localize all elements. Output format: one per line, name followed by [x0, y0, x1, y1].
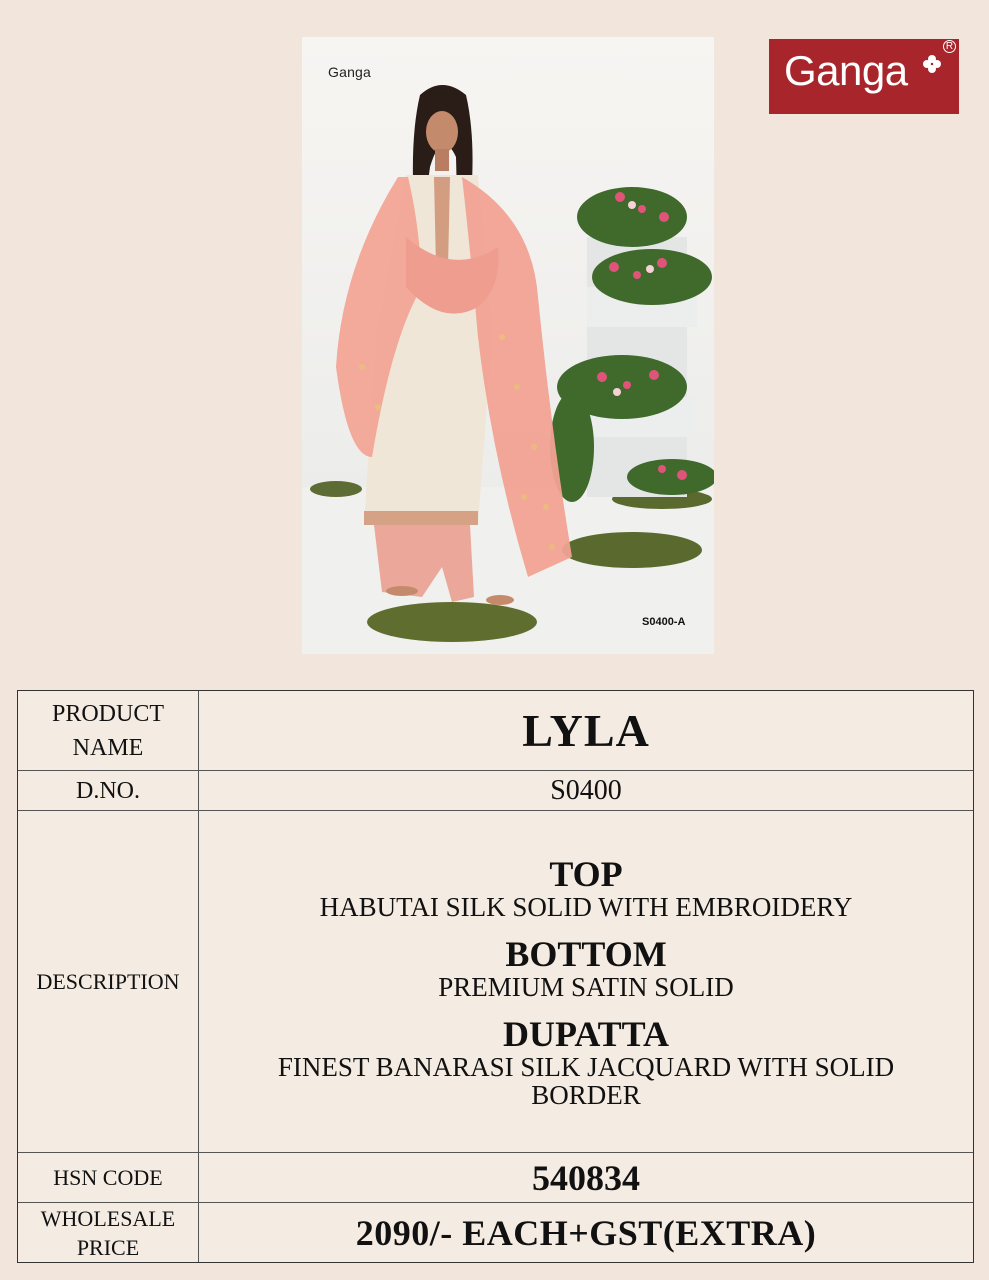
wholesale-price-value: 2090/- EACH+GST(EXTRA): [355, 1212, 817, 1253]
product-name-value: LYLA: [522, 705, 650, 756]
description-bottom: [236, 935, 936, 1001]
hsn-code-value: 540834: [532, 1157, 640, 1198]
model-illustration: [302, 37, 714, 654]
product-name-label: PRODUCT NAME: [18, 691, 199, 770]
product-photo: [302, 37, 714, 654]
description-bottom-heading: BOTTOM: [505, 933, 667, 974]
hsn-code-label: HSN CODE: [18, 1153, 199, 1202]
product-name-row: [18, 691, 973, 771]
wholesale-price-label: WHOLESALE PRICE: [18, 1203, 199, 1262]
flower-icon: [923, 55, 941, 73]
description-row: [18, 811, 973, 1153]
description-top: [236, 855, 936, 921]
product-spec-table: [17, 690, 974, 1263]
wholesale-price-row: [18, 1203, 973, 1262]
hsn-code-row: [18, 1153, 973, 1203]
description-top-heading: TOP: [549, 853, 623, 894]
description-dupatta-heading: DUPATTA: [503, 1013, 669, 1054]
description-label: DESCRIPTION: [18, 811, 199, 1152]
photo-design-code: S0400-A: [642, 616, 686, 628]
registered-mark-icon: R: [943, 40, 956, 53]
logo-text: Ganga: [784, 47, 908, 94]
photo-brand-label: Ganga: [328, 64, 372, 80]
brand-logo: [769, 39, 959, 114]
description-top-text: HABUTAI SILK SOLID WITH EMBROIDERY: [319, 891, 853, 922]
description-dupatta-text: FINEST BANARASI SILK JACQUARD WITH SOLID BORDER: [277, 1051, 895, 1110]
design-number-label: D.NO.: [18, 771, 199, 810]
description-dupatta: [236, 1015, 936, 1109]
design-number-row: [18, 771, 973, 811]
design-number-value: S0400: [550, 774, 622, 806]
description-bottom-text: PREMIUM SATIN SOLID: [438, 971, 734, 1002]
